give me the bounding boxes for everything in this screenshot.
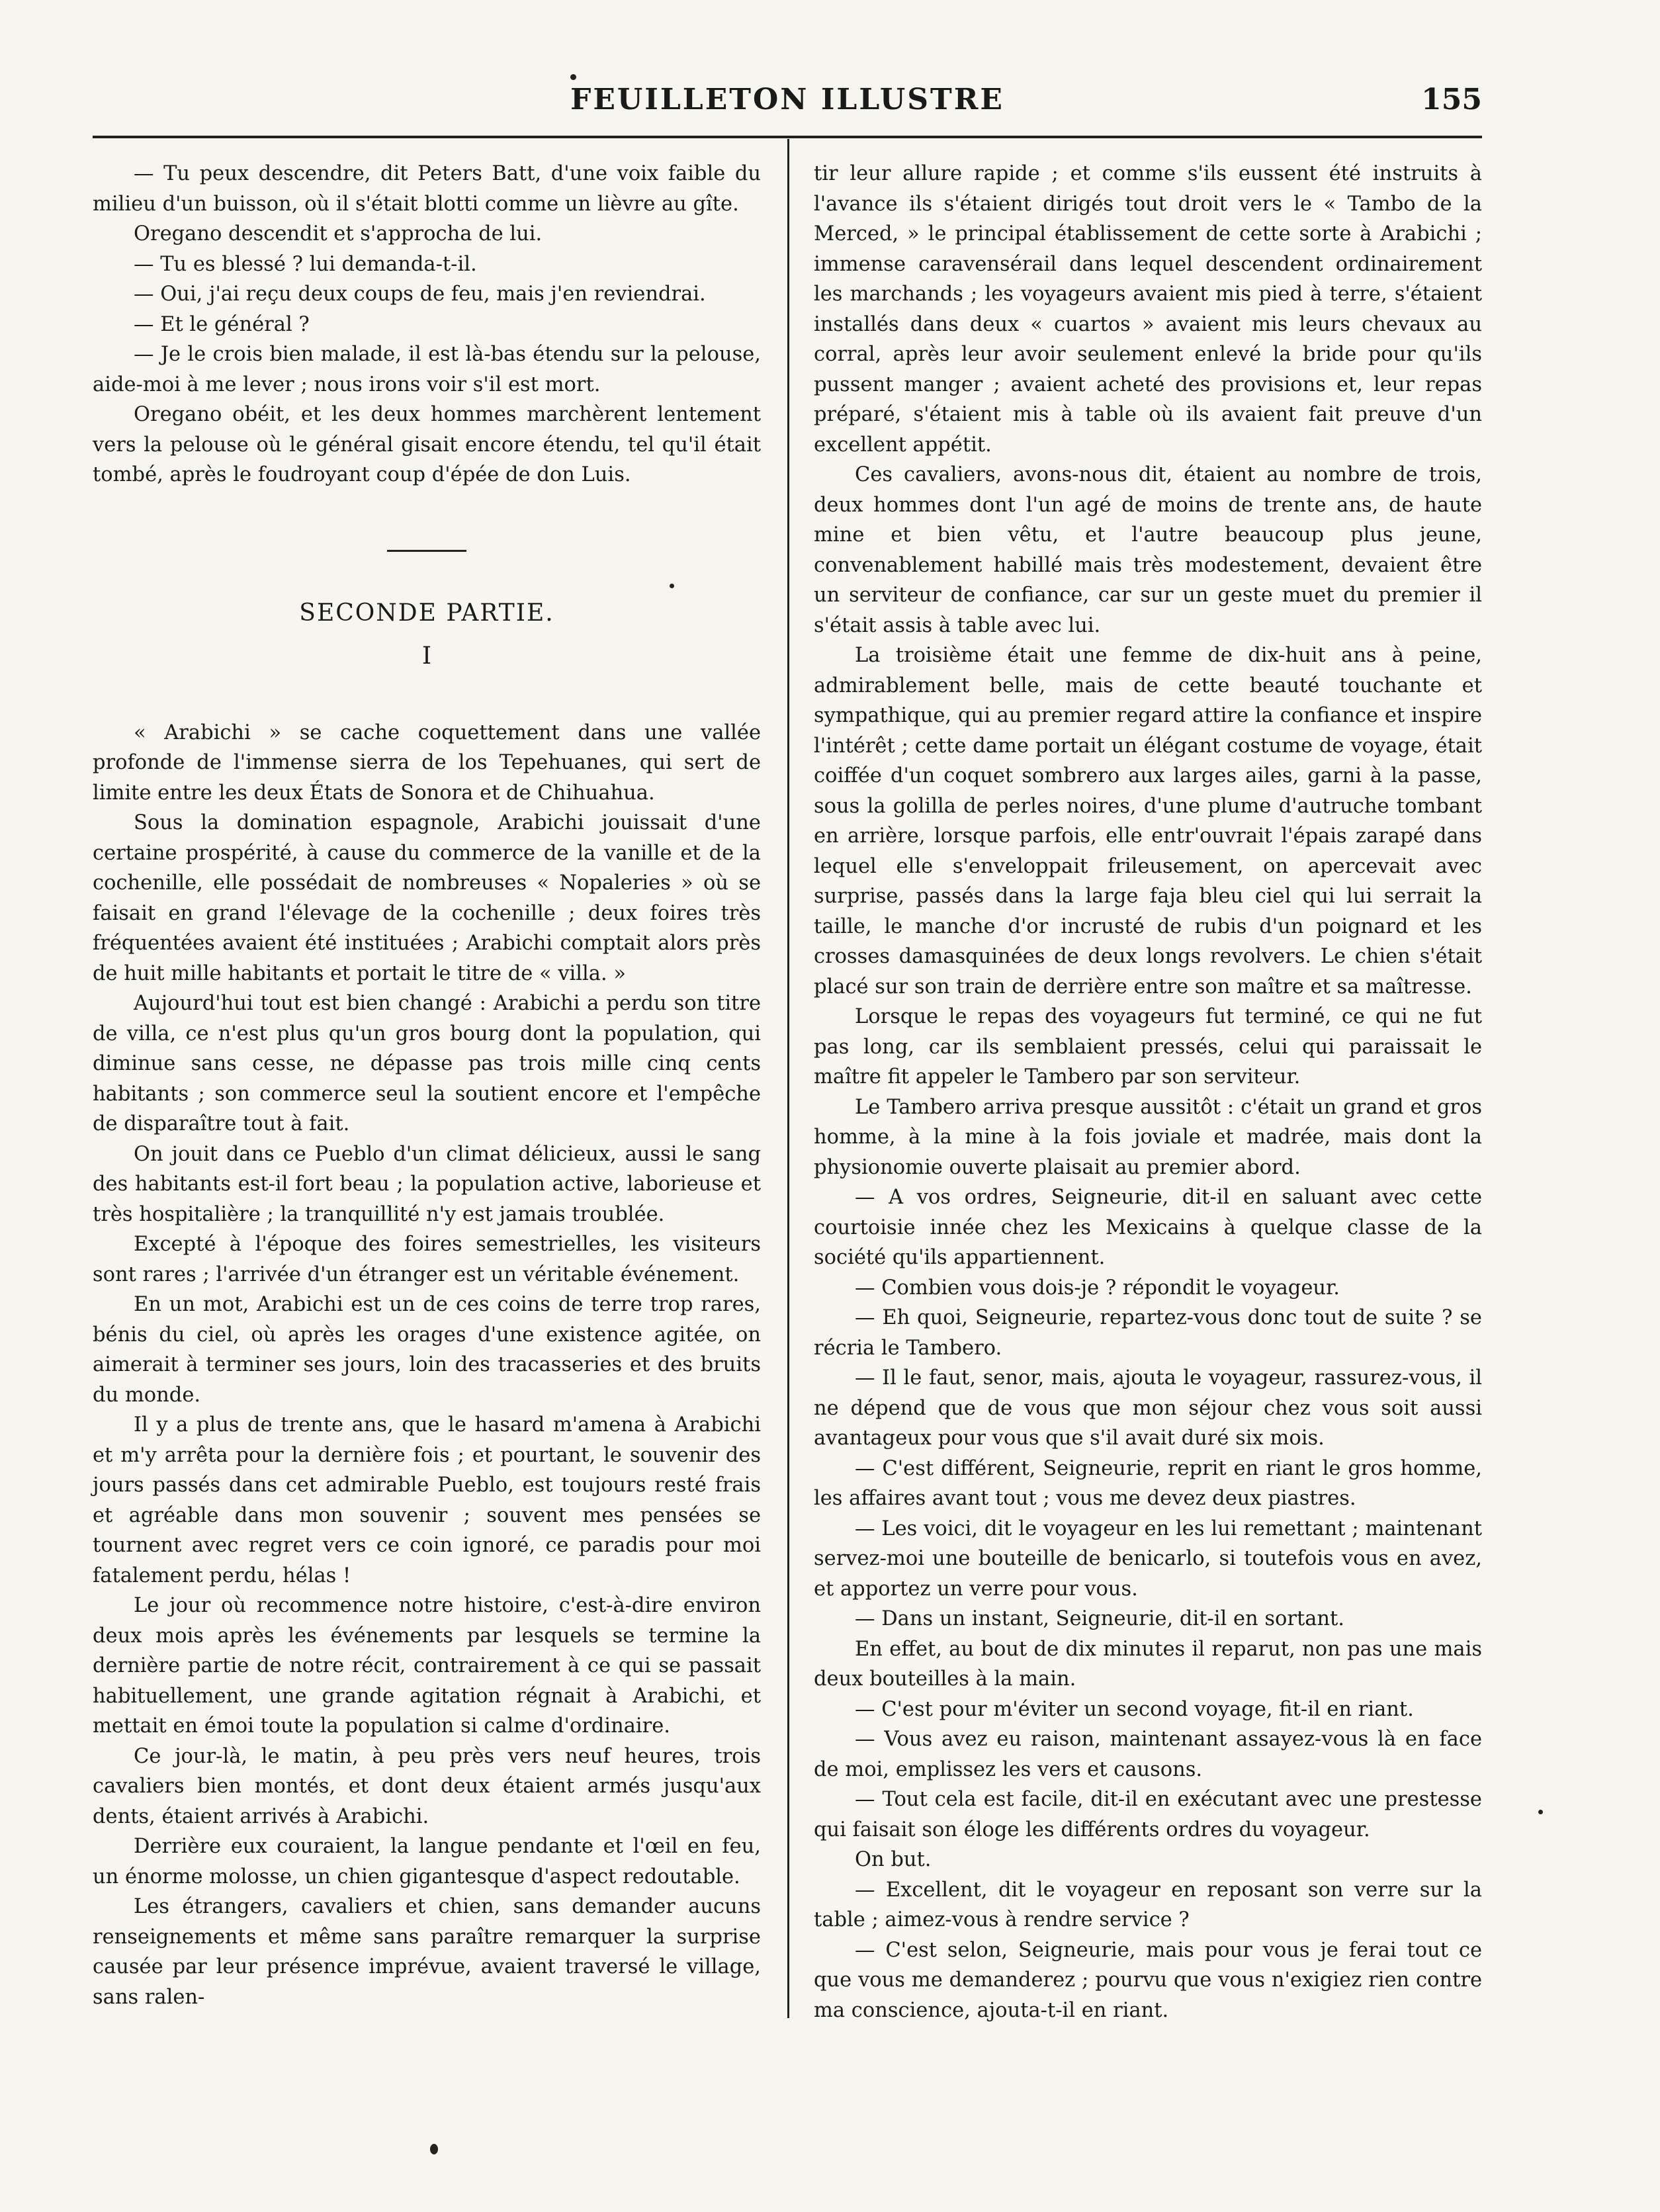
paragraph: Ce jour-là, le matin, à peu près vers neuf heures, trois cavaliers bien montés, et dont deux étaient armés jusqu'aux dents, étaient arrivés à Arabichi. [93,1744,761,1828]
paragraph: tir leur allure rapide ; et comme s'ils eussent été instruits à l'avance ils s'étaient dirigés tout droit vers le « Tambo de la Merced, » le principal établissement de cette sorte à Arabichi ; immense caravensérail dans lequel descendent ordinairement les marchands ; les voyageurs avaient mis pied à terre, s'étaient installés dans deux « cuartos » avaient mis leurs chevaux au corral, après leur avoir seulement enlevé la bride pour qu'ils pussent manger ; avaient acheté des provisions et, leur repas préparé, s'étaient mis à table où ils avaient fait preuve d'un excellent appétit. [814,162,1482,457]
paragraph: « Arabichi » se cache coquettement dans une vallée profonde de l'immense sierra de los Tepehuanes, qui sert de limite entre les deux États de Sonora et de Chihuahua. [93,721,761,805]
ink-speck [430,2144,438,2154]
left-column [93,159,761,2012]
paragraph: Excepté à l'époque des foires semestrielles, les visiteurs sont rares ; l'arrivée d'un étranger est un véritable événement. [93,1233,761,1286]
paragraph: — Eh quoi, Seigneurie, repartez-vous donc tout de suite ? se récria le Tambero. [814,1306,1482,1360]
paragraph: Ces cavaliers, avons-nous dit, étaient au nombre de trois, deux hommes dont l'un agé de moins de trente ans, de haute mine et bien vêtu, et l'autre beaucoup plus jeune, convenablement habillé mais très modestement, devaient être un serviteur de confiance, car sur un geste muet du premier il s'était assis à table avec lui. [814,463,1482,637]
paragraph: En un mot, Arabichi est un de ces coins de terre trop rares, bénis du ciel, où après les orages d'une existence agitée, on aimerait à terminer ses jours, loin des tracasseries et des bruits du monde. [93,1293,761,1407]
chapter-number: I [421,642,432,670]
paragraph: La troisième était une femme de dix-huit ans à peine, admirablement belle, mais de cette beauté touchante et sympathique, qui au premier regard attire la confiance et inspire l'intérêt ; cette dame portait un élégant costume de voyage, était coiffée d'un coquet sombrero aux larges ailes, garni à la passe, sous la golilla de perles noires, d'une plume d'autruche tombant en arrière, lorsque parfois, elle entr'ouvrait l'épais zarapé dans lequel elle s'enveloppait frileusement, on apercevait avec surprise, passés dans la large faja bleu ciel qui lui serrait la taille, le manche d'or incrusté de rubis d'un poignard et les crosses damasquinées de deux longs revolvers. Le chien s'était placé sur son train de derrière entre son maître et sa maîtresse. [814,644,1482,998]
paragraph: On jouit dans ce Pueblo d'un climat délicieux, aussi le sang des habitants est-il fort beau ; la population active, laborieuse et très hospitalière ; la tranquillité n'y est jamais troublée. [93,1142,761,1226]
paragraph: On but. [855,1848,932,1871]
paragraph: Le jour où recommence notre histoire, c'est-à-dire environ deux mois après les événements par lesquels se termine la dernière partie de notre récit, contrairement à ce qui se passait habituellement, une grande agitation régnait à Arabichi, et mettait en émoi toute la population si calme d'ordinaire. [93,1594,761,1738]
paragraph: — Vous avez eu raison, maintenant assayez-vous là en face de moi, emplissez les vers et causons. [814,1728,1482,1781]
paragraph: — Il le faut, senor, mais, ajouta le voyageur, rassurez-vous, il ne dépend que de vous que mon séjour chez vous soit aussi avantageux pour vous que s'il avait duré six mois. [814,1366,1482,1450]
paragraph: — Je le crois bien malade, il est là-bas étendu sur la pelouse, aide-moi à me lever ; nous irons voir s'il est mort. [93,343,761,396]
paragraph: Lorsque le repas des voyageurs fut terminé, ce qui ne fut pas long, car ils semblaient pressés, celui qui paraissait le maître fit appeler le Tambero par son serviteur. [814,1005,1482,1088]
page-header [93,69,1482,129]
column-divider [787,139,789,2018]
paragraph: Les étrangers, cavaliers et chien, sans demander aucuns renseignements et même sans paraître remarquer la surprise causée par leur présence imprévue, avaient traversé le village, sans ralen- [93,1895,761,2009]
paragraph: — Les voici, dit le voyageur en les lui remettant ; maintenant servez-moi une bouteille de benicarlo, si toutefois vous en avez, et apportez un verre pour vous. [814,1517,1482,1601]
paragraph: — Combien vous dois-je ? répondit le voyageur. [855,1276,1340,1300]
left-column-top-text [93,159,761,490]
paragraph: Aujourd'hui tout est bien changé : Arabichi a perdu son titre de villa, ce n'est plus qu'un gros bourg dont la population, qui diminue sans cesse, ne dépasse pas trois mille cinq cents habitants ; son commerce seul la soutient encore et l'empêche de disparaître tout à fait. [93,992,761,1135]
section-separator-rule [387,550,466,552]
running-title: FEUILLETON ILLUSTRE [570,83,1004,116]
left-column-chapter-text [93,718,761,2013]
paragraph: En effet, au bout de dix minutes il reparut, non pas une mais deux bouteilles à la main. [814,1637,1482,1691]
ink-speck [670,584,674,588]
paragraph: — C'est selon, Seigneurie, mais pour vous je ferai tout ce que vous me demanderez ; pourvu que vous n'exigiez rien contre ma conscience, ajouta-t-il en riant. [814,1938,1482,2022]
paragraph: — Tu peux descendre, dit Peters Batt, d'une voix faible du milieu d'un buisson, où il s'était blotti comme un lièvre au gîte. [93,162,761,216]
paragraph: — C'est différent, Seigneurie, reprit en riant le gros homme, les affaires avant tout ; vous me devez deux piastres. [814,1456,1482,1510]
paragraph: Oregano descendit et s'approcha de lui. [134,222,543,245]
paragraph: — C'est pour m'éviter un second voyage, fit-il en riant. [855,1697,1414,1721]
paragraph: Sous la domination espagnole, Arabichi jouissait d'une certaine prospérité, à cause du commerce de la vanille et de la cochenille, elle possédait de nombreuses « Nopaleries » où se faisait en grand l'élevage de la cochenille ; deux foires très fréquentées avaient été instituées ; Arabichi comptait alors près de huit mille habitants et portait le titre de « villa. » [93,811,761,985]
paragraph: — Tout cela est facile, dit-il en exécutant avec une prestesse qui faisait son éloge les différents ordres du voyageur. [814,1788,1482,1841]
paragraph: — Tu es blessé ? lui demanda-t-il. [134,252,477,276]
section-title: SECONDE PARTIE. [299,599,554,627]
paragraph: Derrière eux couraient, la langue pendante et l'œil en feu, un énorme molosse, un chien gigantesque d'aspect redoutable. [93,1835,761,1888]
paragraph: Il y a plus de trente ans, que le hasard m'amena à Arabichi et m'y arrêta pour la dernière fois ; et pourtant, le souvenir des jours passés dans cet admirable Pueblo, est toujours resté frais et agréable dans mon souvenir ; souvent mes pensées se tournent avec regret vers ce coin ignoré, ce paradis pour moi fatalement perdu, hélas ! [93,1413,761,1587]
paragraph: — Excellent, dit le voyageur en reposant son verre sur la table ; aimez-vous à rendre service ? [814,1878,1482,1931]
paragraph: — Dans un instant, Seigneurie, dit-il en sortant. [855,1607,1344,1630]
paragraph: Le Tambero arriva presque aussitôt : c'était un grand et gros homme, à la mine à la fois joviale et madrée, mais dont la physionomie ouverte plaisait au premier abord. [814,1095,1482,1179]
page-number: 155 [1421,83,1482,116]
right-column [814,159,1482,2025]
paragraph: — Oui, j'ai reçu deux coups de feu, mais j'en reviendrai. [134,283,706,306]
ink-speck [1538,1810,1543,1814]
paragraph: Oregano obéit, et les deux hommes marchèrent lentement vers la pelouse où le général gisait encore étendu, tel qu'il était tombé, après le foudroyant coup d'épée de don Luis. [93,403,761,486]
paragraph: — A vos ordres, Seigneurie, dit-il en saluant avec cette courtoisie innée chez les Mexicains à quelque classe de la société qu'ils appartiennent. [814,1186,1482,1269]
header-rule [93,136,1482,138]
ink-speck [570,74,576,80]
paragraph: — Et le général ? [134,312,310,336]
